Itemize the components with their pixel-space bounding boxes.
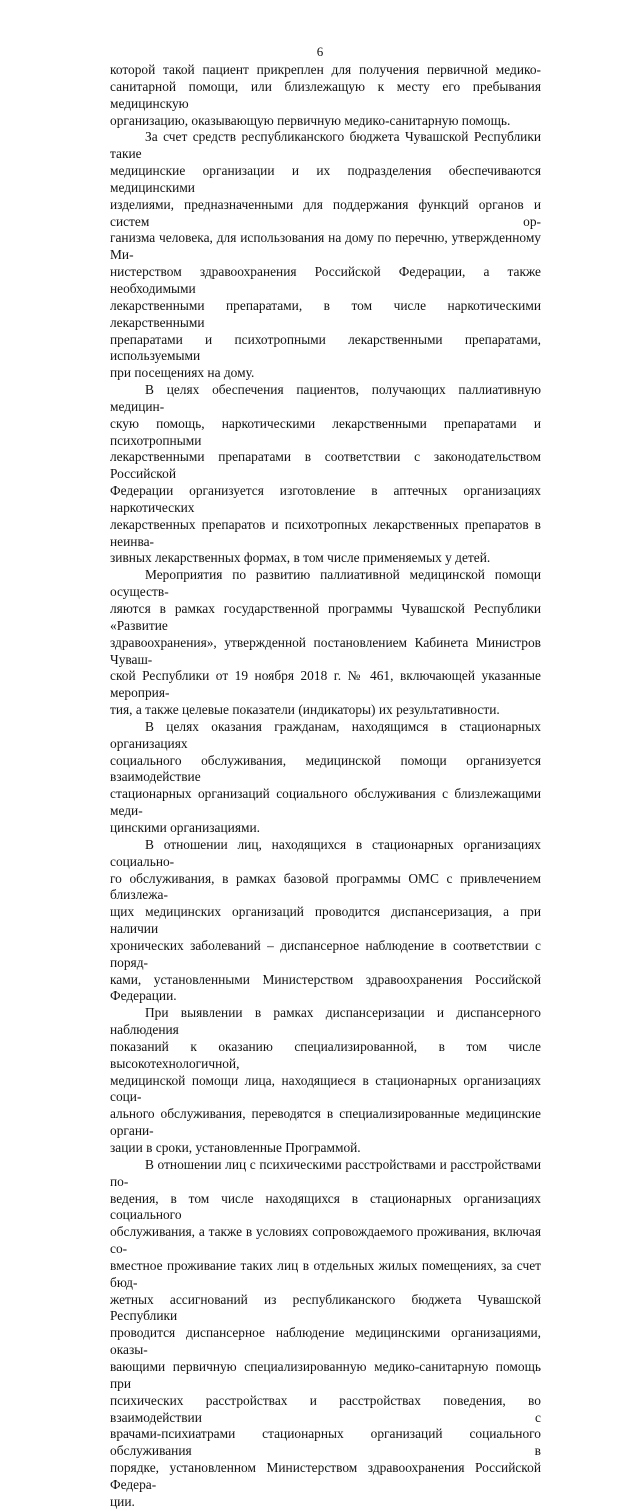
text-line: показаний к оказанию специализированной, в том числе высокотехнологичной, [110, 1038, 541, 1071]
text-line: врачами-психиатрами стационарных организаций социального обслуживания в [110, 1426, 541, 1459]
paragraph [110, 837, 541, 1005]
paragraph [110, 1005, 541, 1157]
text-line: здравоохранения», утвержденной постановлением Кабинета Министров Чуваш- [110, 634, 541, 667]
text-line: Федерации организуется изготовление в аптечных организациях наркотических [110, 483, 541, 515]
text-line: психических расстройствах и расстройствах поведения, во взаимодействии с [110, 1392, 541, 1425]
text-line: лекарственными препаратами в соответствии с законодательством Российской [110, 449, 541, 482]
text-line: За счет средств республиканского бюджета Чувашской Республики такие [110, 129, 541, 162]
text-line: цинскими организациями. [110, 819, 260, 835]
paragraph [110, 1157, 541, 1511]
text-line: тия, а также целевые показатели (индикаторы) их результативности. [110, 702, 500, 718]
text-line: лекарственных препаратов и психотропных лекарственных препаратов в неинва- [110, 516, 541, 549]
text-line: ведения, в том числе находящихся в стационарных организациях социального [110, 1190, 541, 1223]
text-line: при посещениях на дому. [110, 365, 255, 381]
text-line: ганизма человека, для использования на дому по перечню, утвержденному Ми- [110, 230, 541, 263]
text-line: порядке, установленном Министерством здравоохранения Российской Федера- [110, 1460, 541, 1492]
paragraph [110, 382, 541, 567]
text-line: Мероприятия по развитию паллиативной медицинской помощи осуществ- [110, 567, 541, 600]
text-line: лекарственными препаратами, в том числе наркотическими лекарственными [110, 297, 541, 330]
text-line: которой такой пациент прикреплен для получения первичной медико- [110, 62, 541, 77]
text-line: медицинской помощи лица, находящиеся в стационарных организациях соци- [110, 1072, 541, 1105]
text-line: препаратами и психотропными лекарственными препаратами, используемыми [110, 331, 541, 364]
paragraph [110, 719, 541, 837]
text-line: изделиями, предназначенными для поддержания функций органов и систем ор- [110, 196, 541, 229]
text-line: обслуживания, а также в условиях сопровождаемого проживания, включая со- [110, 1224, 541, 1257]
text-line: ками, установленными Министерством здравоохранения Российской Федерации. [110, 971, 541, 1004]
text-line: го обслуживания, в рамках базовой программы ОМС с привлечением близлежа- [110, 870, 541, 903]
text-line: ской Республики от 19 ноября 2018 г. № 461, включающей указанные мероприя- [110, 668, 541, 701]
text-line: ции. [110, 1493, 135, 1509]
text-line: стационарных организаций социального обслуживания с близлежащими меди- [110, 786, 541, 819]
text-line: медицинские организации и их подразделения обеспечиваются медицинскими [110, 163, 541, 195]
text-line: нистерством здравоохранения Российской Федерации, а также необходимыми [110, 264, 541, 296]
text-line: проводится диспансерное наблюдение медицинскими организациями, оказы- [110, 1325, 541, 1358]
text-line: вместное проживание таких лиц в отдельных жилых помещениях, за счет бюд- [110, 1257, 541, 1290]
text-line: щих медицинских организаций проводится диспансеризация, а при наличии [110, 904, 541, 937]
text-line: зации в сроки, установленные Программой. [110, 1140, 361, 1155]
text-line: хронических заболеваний – диспансерное наблюдение в соответствии с поряд- [110, 937, 541, 970]
text-line: санитарной помощи, или близлежащую к месту его пребывания медицинскую [110, 78, 541, 111]
text-line: жетных ассигнований из республиканского бюджета Чувашской Республики [110, 1291, 541, 1324]
text-line: ляются в рамках государственной программы Чувашской Республики «Развитие [110, 601, 541, 633]
text-line: В целях обеспечения пациентов, получающих паллиативную медицин- [110, 382, 541, 414]
text-line: В отношении лиц с психическими расстройствами и расстройствами по- [110, 1156, 541, 1189]
text-line: скую помощь, наркотическими лекарственными препаратами и психотропными [110, 415, 541, 448]
text-line: зивных лекарственных формах, в том числе применяемых у детей. [110, 550, 491, 566]
document-body [110, 62, 541, 1511]
text-line: организацию, оказывающую первичную медико-санитарную помощь. [110, 112, 511, 128]
paragraph [110, 62, 541, 129]
text-line: ального обслуживания, переводятся в специализированные медицинские органи- [110, 1106, 541, 1139]
text-line: При выявлении в рамках диспансеризации и диспансерного наблюдения [110, 1005, 541, 1038]
text-line: В отношении лиц, находящихся в стационарных организациях социально- [110, 836, 541, 869]
text-line: социального обслуживания, медицинской помощи организуется взаимодействие [110, 752, 541, 785]
paragraph [110, 129, 541, 382]
paragraph [110, 567, 541, 719]
text-line: В целях оказания гражданам, находящимся в стационарных организациях [110, 718, 541, 751]
text-line: вающими первичную специализированную медико-санитарную помощь при [110, 1358, 541, 1391]
page-number: 6 [316, 44, 324, 59]
